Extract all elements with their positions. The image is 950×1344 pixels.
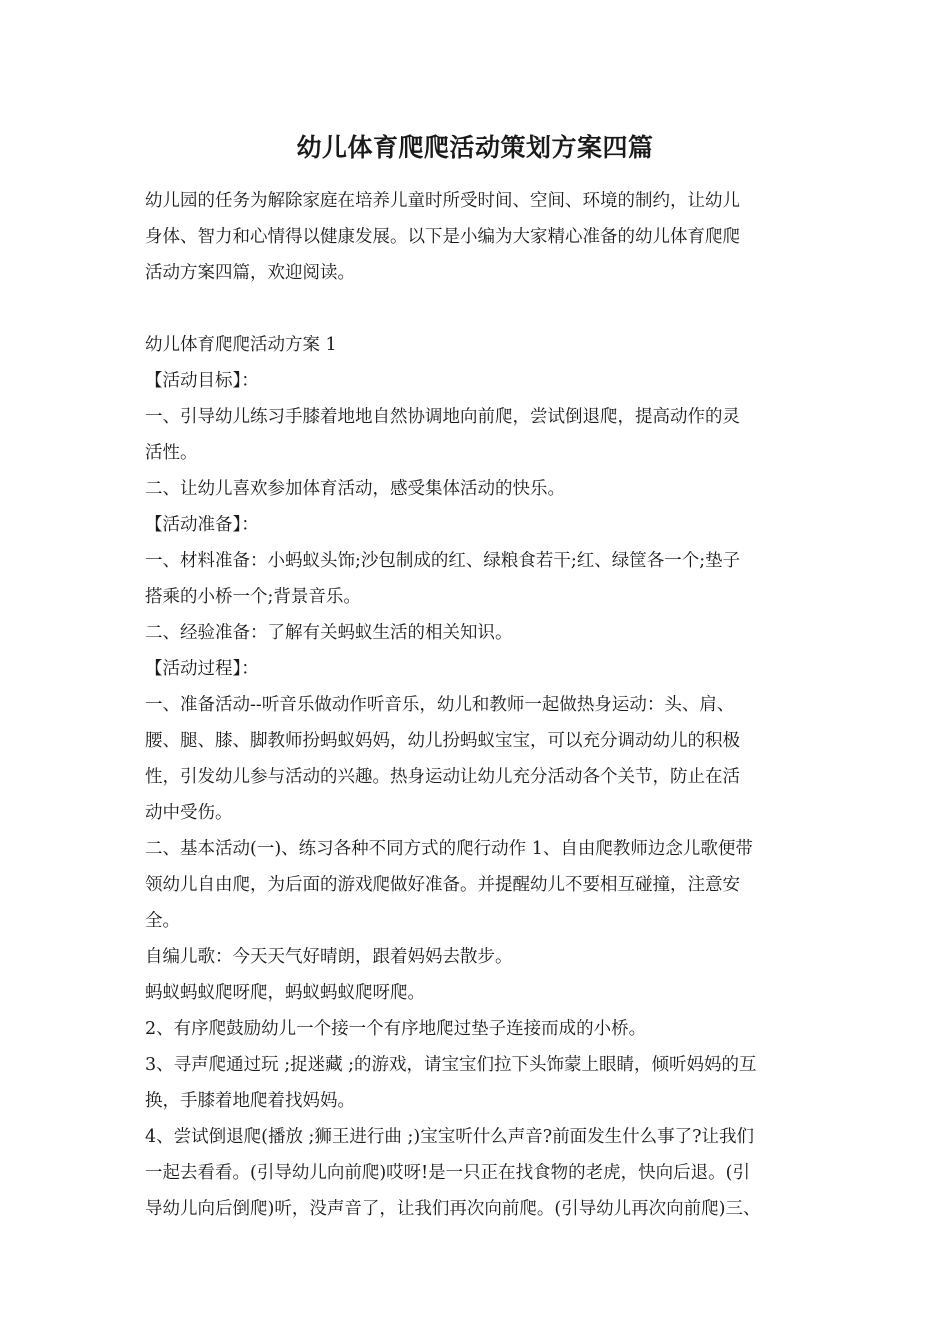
subheading-goals: 【活动目标】：	[145, 371, 259, 391]
body-line: 自编儿歌：今天天气好晴朗，跟着妈妈去散步。	[145, 947, 513, 967]
subheading-process: 【活动过程】：	[145, 659, 259, 679]
body-line: 4、尝试倒退爬(播放 ;狮王进行曲 ;)宝宝听什么声音?前面发生什么事了?让我们	[145, 1127, 754, 1147]
document-title: 幼儿体育爬爬活动策划方案四篇	[296, 133, 654, 162]
body-line: 2、有序爬鼓励幼儿一个接一个有序地爬过垫子连接而成的小桥。	[145, 1019, 647, 1039]
body-line: 搭乘的小桥一个;背景音乐。	[145, 587, 361, 607]
body-line: 活性。	[145, 443, 198, 463]
body-line: 领幼儿自由爬，为后面的游戏爬做好准备。并提醒幼儿不要相互碰撞，注意安	[145, 875, 740, 895]
body-line: 二、让幼儿喜欢参加体育活动，感受集体活动的快乐。	[145, 479, 565, 499]
body-line: 一起去看看。(引导幼儿向前爬)哎呀!是一只正在找食物的老虎，快向后退。(引	[145, 1163, 751, 1183]
intro-line: 活动方案四篇，欢迎阅读。	[145, 263, 355, 283]
body-line: 二、经验准备：了解有关蚂蚁生活的相关知识。	[145, 623, 513, 643]
body-line: 蚂蚁蚂蚁爬呀爬，蚂蚁蚂蚁爬呀爬。	[145, 983, 425, 1003]
body-line: 一、材料准备：小蚂蚁头饰;沙包制成的红、绿粮食若干;红、绿筐各一个;垫子	[145, 551, 741, 571]
body-line: 3、寻声爬通过玩 ;捉迷藏 ;的游戏，请宝宝们拉下头饰蒙上眼睛，倾听妈妈的互	[145, 1055, 757, 1075]
intro-line: 幼儿园的任务为解除家庭在培养儿童时所受时间、空间、环境的制约，让幼儿	[145, 191, 740, 211]
body-line: 腰、腿、膝、脚教师扮蚂蚁妈妈，幼儿扮蚂蚁宝宝，可以充分调动幼儿的积极	[145, 731, 740, 751]
body-line: 一、准备活动--听音乐做动作听音乐，幼儿和教师一起做热身运动：头、肩、	[145, 695, 735, 715]
document-body	[145, 183, 810, 1227]
body-line: 动中受伤。	[145, 803, 233, 823]
intro-line: 身体、智力和心情得以健康发展。以下是小编为大家精心准备的幼儿体育爬爬	[145, 227, 740, 247]
section-heading: 幼儿体育爬爬活动方案 1	[145, 335, 337, 355]
subheading-preparation: 【活动准备】：	[145, 515, 259, 535]
body-line: 导幼儿向后倒爬)听，没声音了，让我们再次向前爬。(引导幼儿再次向前爬)三、	[145, 1199, 761, 1219]
body-line: 一、引导幼儿练习手膝着地地自然协调地向前爬，尝试倒退爬，提高动作的灵	[145, 407, 740, 427]
body-line: 二、基本活动(一)、练习各种不同方式的爬行动作 1、自由爬教师边念儿歌便带	[145, 839, 753, 859]
body-line: 全。	[145, 911, 180, 931]
paragraph-gap	[145, 291, 810, 327]
body-line: 换，手膝着地爬着找妈妈。	[145, 1091, 355, 1111]
body-line: 性，引发幼儿参与活动的兴趣。热身运动让幼儿充分活动各个关节，防止在活	[145, 767, 740, 787]
